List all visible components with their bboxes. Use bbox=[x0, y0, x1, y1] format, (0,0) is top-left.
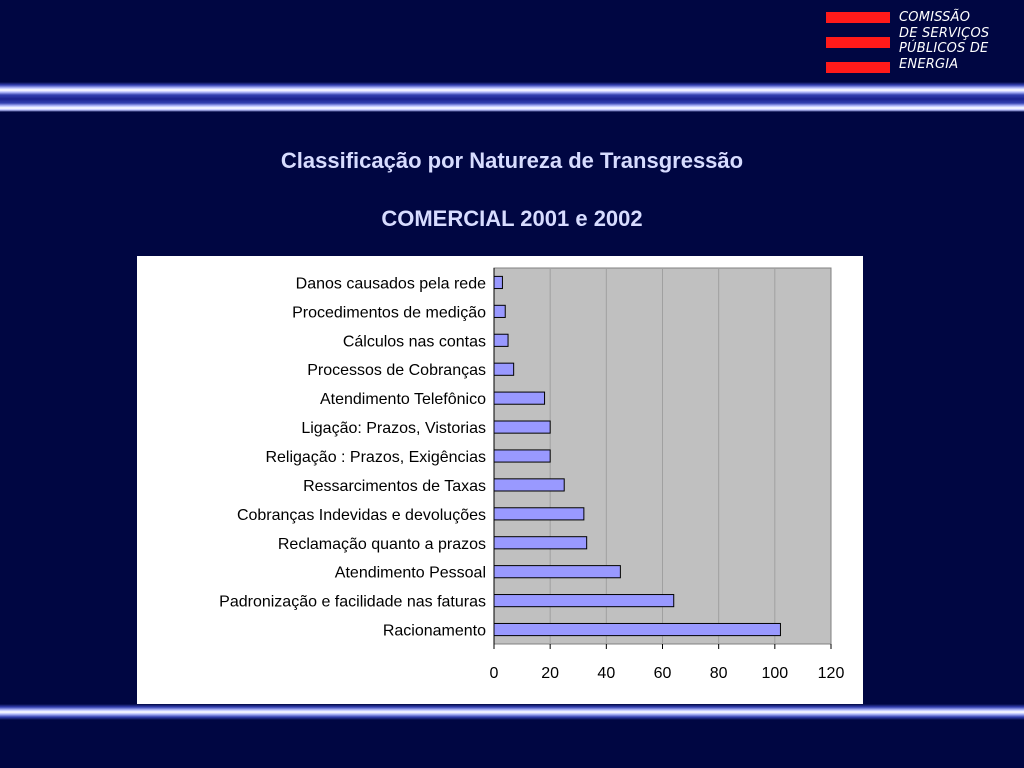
bar-chart bbox=[137, 256, 863, 704]
bar bbox=[494, 623, 780, 635]
category-label: Racionamento bbox=[382, 622, 486, 640]
bottom-divider-stripe bbox=[0, 704, 1024, 720]
bar bbox=[494, 421, 550, 433]
category-label: Padronização e facilidade nas faturas bbox=[219, 593, 486, 611]
logo-line: COMISSÃO bbox=[899, 10, 971, 25]
logo bbox=[826, 10, 1022, 78]
logo-text bbox=[899, 10, 989, 72]
x-tick-label: 20 bbox=[541, 665, 560, 682]
category-label: Processos de Cobranças bbox=[307, 362, 486, 380]
bar bbox=[494, 450, 550, 462]
x-tick-label: 60 bbox=[653, 665, 672, 682]
bar bbox=[494, 508, 584, 520]
bar bbox=[494, 276, 502, 288]
category-label: Reclamação quanto a prazos bbox=[277, 535, 486, 553]
category-label: Atendimento Pessoal bbox=[334, 564, 486, 582]
x-tick-label: 100 bbox=[761, 665, 789, 682]
category-label: Cobranças Indevidas e devoluções bbox=[236, 506, 486, 524]
bar bbox=[494, 595, 674, 607]
logo-line: PÚBLICOS DE bbox=[899, 41, 989, 56]
logo-line: ENERGIA bbox=[899, 56, 959, 72]
bar bbox=[494, 537, 587, 549]
bar bbox=[494, 566, 620, 578]
bar bbox=[494, 363, 514, 375]
category-label: Danos causados pela rede bbox=[295, 275, 486, 293]
category-label: Atendimento Telefônico bbox=[319, 391, 486, 409]
top-divider-stripe bbox=[0, 82, 1024, 112]
logo-bar bbox=[826, 62, 890, 73]
category-label: Ressarcimentos de Taxas bbox=[303, 477, 486, 495]
slide-title: Classificação por Natureza de Transgressão bbox=[280, 148, 744, 173]
x-tick-label: 80 bbox=[709, 665, 728, 682]
x-tick-label: 0 bbox=[489, 665, 499, 682]
category-label: Religação : Prazos, Exigências bbox=[265, 449, 486, 466]
chart-panel bbox=[137, 256, 863, 704]
logo-bar bbox=[826, 12, 890, 23]
category-label: Cálculos nas contas bbox=[342, 333, 486, 351]
category-label: Procedimentos de medição bbox=[292, 304, 486, 322]
bar bbox=[494, 305, 505, 317]
slide-subtitle: COMERCIAL 2001 e 2002 bbox=[381, 206, 643, 231]
x-tick-label: 120 bbox=[817, 665, 845, 682]
bar bbox=[494, 392, 545, 404]
x-tick-label: 40 bbox=[597, 665, 616, 682]
category-label: Ligação: Prazos, Vistorias bbox=[301, 420, 486, 438]
bar bbox=[494, 334, 508, 346]
logo-bar bbox=[826, 37, 890, 48]
bar bbox=[494, 479, 564, 491]
logo-line: DE SERVIÇOS bbox=[899, 25, 990, 41]
